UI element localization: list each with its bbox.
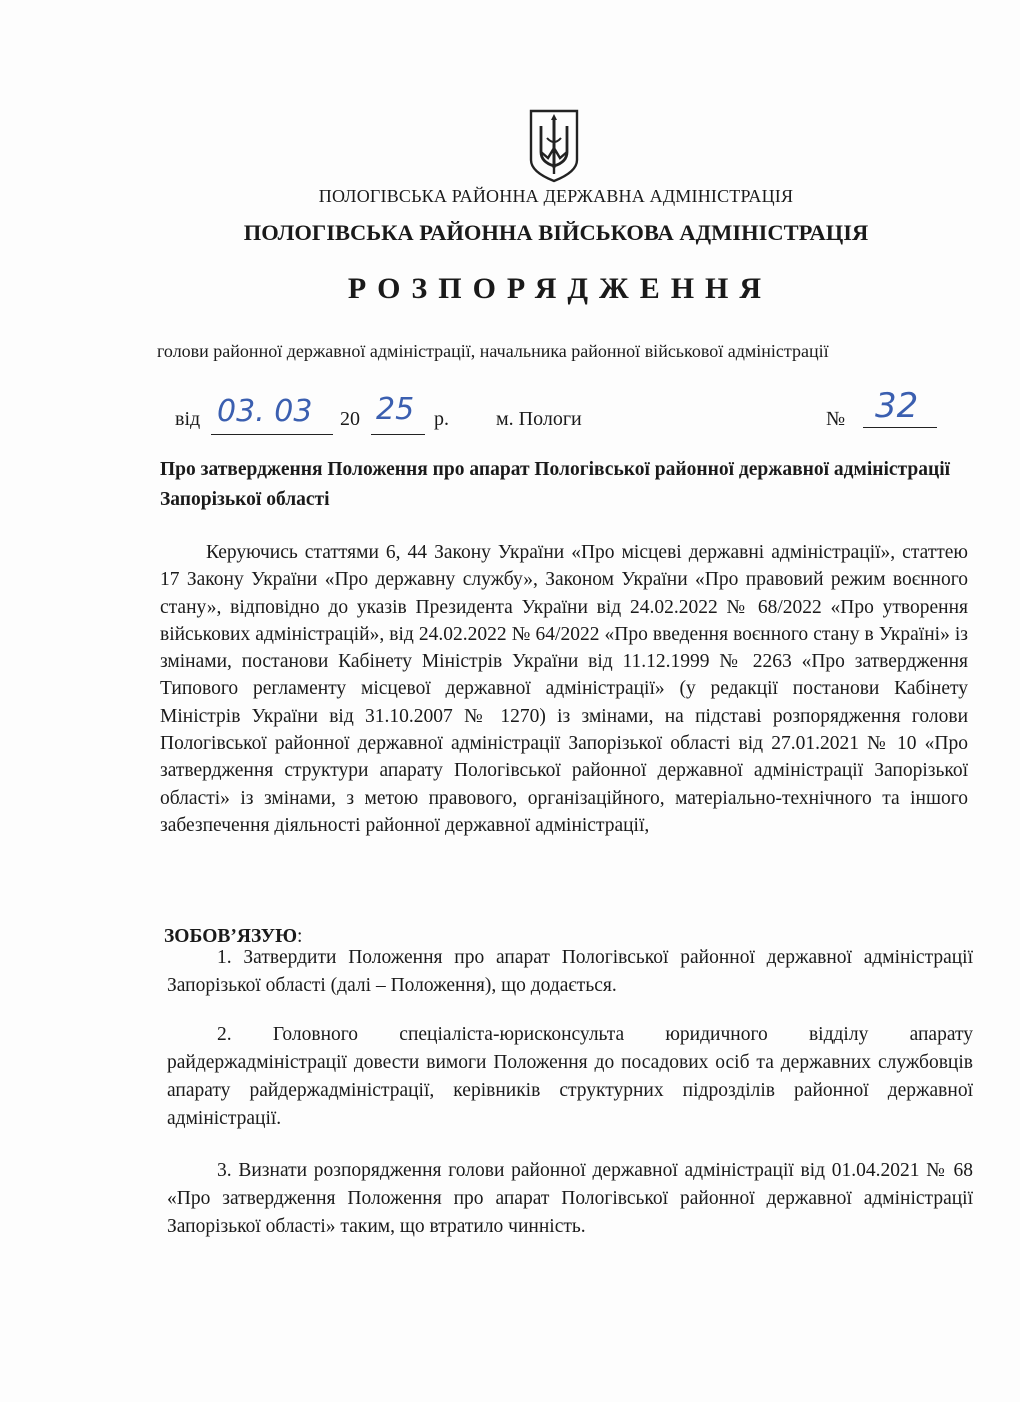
- oblige-word: ЗОБОВ’ЯЗУЮ: [164, 926, 298, 947]
- place-label: м. Пологи: [496, 408, 582, 430]
- handwritten-year: 25: [376, 392, 415, 427]
- issuer-line: голови районної державної адміністрації, начальника районної військової адміністрації: [157, 341, 829, 361]
- number-underline: [863, 427, 937, 428]
- date-underline: [211, 434, 333, 435]
- handwritten-number: 32: [875, 386, 919, 426]
- year-prefix: 20: [340, 408, 360, 430]
- order-item-2: 2. Головного спеціаліста-юрисконсульта юридичного відділу апарату райдержадміністрації довести вимоги Положення до посадових осіб та державних службовців апарату райдержадміністрації, керівників структурних підрозділів районної державної адміністрації.: [167, 1024, 973, 1129]
- org-line-administration: ПОЛОГІВСЬКА РАЙОННА ДЕРЖАВНА АДМІНІСТРАЦІЯ: [318, 186, 794, 206]
- document-type-title: РОЗПОРЯДЖЕННЯ: [347, 272, 773, 305]
- oblige-colon: :: [297, 926, 303, 947]
- year-underline: [371, 434, 425, 435]
- org-line-military-administration: ПОЛОГІВСЬКА РАЙОННА ВІЙСЬКОВА АДМІНІСТРАЦІЯ: [243, 220, 869, 245]
- date-number-line: [175, 386, 965, 436]
- order-item-1: 1. Затвердити Положення про апарат Пологівської районної державної адміністрації Запорізької області (далі – Положення), що додається.: [167, 947, 973, 996]
- date-from-label: від: [175, 408, 201, 430]
- preamble-paragraph: Керуючись статтями 6, 44 Закону України «Про місцеві державні адміністрації», статтею 17 Закону України «Про державну службу», Законом України «Про правовий режим воєнного стану», відповідно до указів Президента України від 24.02.2022 № 68/2022 «Про утворення військових адміністрацій», від 24.02.2022 № 64/2022 «Про введення воєнного стану в Україні» із змінами, постанови Кабінету Міністрів України від 11.12.1999 № 2263 «Про затвердження Типового регламенту місцевої державної адміністрації» (у редакції постанови Кабінету Міністрів України від 31.10.2007 № 1270) із змінами, на підставі розпорядження голови Пологівської районної державної адміністрації Запорізької області від 27.01.2021 № 10 «Про затвердження структури апарату Пологівської районної державної адміністрації Запорізької області» із змінами, з метою правового, організаційного, матеріально-технічного та іншого забезпечення діяльності районної державної адміністрації,: [160, 542, 968, 836]
- number-label: №: [826, 408, 846, 430]
- coat-of-arms-of-ukraine-icon: [527, 108, 581, 184]
- year-suffix: р.: [434, 408, 449, 430]
- order-item-3: 3. Визнати розпорядження голови районної державної адміністрації від 01.04.2021 № 68 «Про затвердження Положення про апарат Пологівської районної державної адміністрації Запорізької області» таким, що втратило чинність.: [167, 1160, 973, 1237]
- handwritten-date: 03. 03: [217, 394, 313, 429]
- document-subject: Про затвердження Положення про апарат Пологівської районної державної адміністрації Запорізької області: [160, 459, 951, 510]
